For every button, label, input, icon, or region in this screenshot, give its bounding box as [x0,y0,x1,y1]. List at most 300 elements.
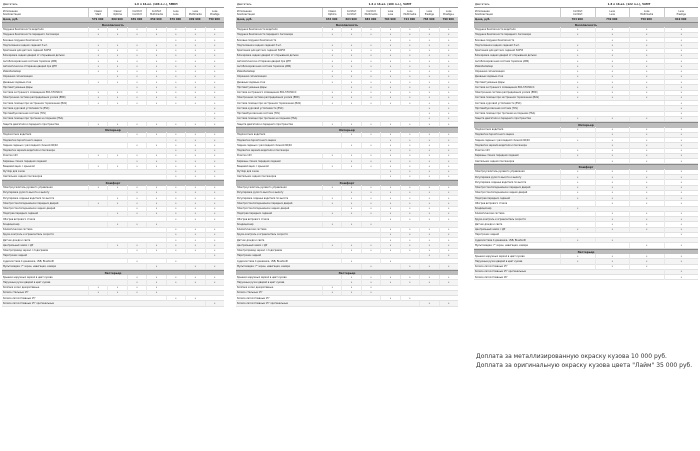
feature-mark: • [185,264,204,269]
feature-mark: • [341,132,360,137]
price-value: 679 900 [169,18,182,21]
feature-mark: • [205,53,224,58]
feature-label: Защита двигателя и переднего пространства [475,117,531,121]
feature-mark: • [127,201,146,206]
feature-label: Система помощи при трогании на подъеме (HSA) [237,117,298,121]
feature-mark: • [629,259,664,264]
feature-mark: • [127,64,146,69]
feature-mark: • [146,280,165,285]
feature-mark: • [380,196,399,201]
feature-mark: • [205,85,224,90]
trim-group: Luxe [407,9,413,13]
trim-group: Comfort [366,9,376,13]
feature-mark: • [205,106,224,111]
feature-label: Карманы спинок передних сидений [475,154,519,158]
feature-mark: • [185,174,204,179]
feature-mark: • [380,122,399,127]
feature-mark: • [146,264,165,269]
feature-mark: • [400,101,419,106]
feature-label: Центральный замок с ДУ [3,243,34,247]
feature-mark: • [380,174,399,179]
feature-mark: • [380,27,399,32]
feature-mark: • [560,238,595,243]
feature-mark: • [400,153,419,158]
execution-label: Исполнение [475,9,490,13]
trim-group: Luxe [173,9,179,13]
feature-mark: • [166,101,185,106]
price-value: 724 900 [403,18,416,21]
trim-group: Luxe [212,9,218,13]
feature-mark: • [419,90,438,95]
feature-mark: • [419,43,438,48]
feature-mark: • [205,164,224,169]
feature-mark: • [107,101,126,106]
feature-mark: • [146,153,165,158]
feature-mark: • [400,90,419,95]
feature-mark: • [419,211,438,216]
section-rows [474,128,698,165]
feature-mark: • [419,174,438,179]
feature-mark: • [595,32,630,37]
feature-mark: • [341,290,360,295]
feature-mark: • [127,95,146,100]
feature-mark: • [107,201,126,206]
feature-mark: • [341,185,360,190]
feature-label: Подушка безопасности переднего пассажира [3,33,59,37]
feature-label: Электроусилитель рулевого управления [3,186,53,190]
trim-group: Luxe [678,9,684,13]
feature-mark: • [88,27,107,32]
feature-mark: • [419,111,438,116]
feature-mark: • [127,222,146,227]
feature-mark: • [166,85,185,90]
feature-mark: • [400,238,419,243]
trim-name: Prestige [210,12,220,16]
feature-mark: • [166,122,185,127]
feature-mark: • [127,101,146,106]
feature-mark: • [205,153,224,158]
feature-mark: • [146,164,165,169]
feature-label: Защита двигателя и переднего пространства [237,122,293,126]
feature-mark: • [166,243,185,248]
feature-label: Аудиосистема 4 динамика, USB, Bluetooth [3,259,55,263]
feature-mark: • [166,164,185,169]
feature-mark: • [439,190,458,195]
feature-label: Аудиосистема 4 динамика, USB, Bluetooth [475,238,527,242]
feature-mark: • [595,132,630,137]
feature-mark: • [439,43,458,48]
feature-mark: • [439,211,458,216]
feature-mark: • [380,296,399,301]
feature-mark: • [400,217,419,222]
feature-mark: • [146,32,165,37]
feature-mark: • [629,90,664,95]
feature-mark: • [629,59,664,64]
feature-mark: • [185,153,204,158]
feature-mark: • [146,85,165,90]
feature-mark: • [664,175,699,180]
feature-label: Автоматическое отпирание дверей при ДТП [3,64,57,68]
feature-mark: • [664,211,699,216]
feature-mark: • [380,90,399,95]
feature-mark: • [664,80,699,85]
feature-mark: • [560,32,595,37]
feature-mark: • [380,132,399,137]
feature-label: Подушка безопасности водителя [475,28,516,32]
feature-mark: • [341,243,360,248]
feature-mark: • [361,101,380,106]
trim-group: Luxe [387,9,394,13]
feature-mark: • [146,74,165,79]
feature-mark: • [560,85,595,90]
feature-label: Система экстренного оповещения ЭРА-ГЛОНАСС [237,91,297,95]
feature-mark: • [341,201,360,206]
feature-label: Боковые подушки безопасности [475,38,515,42]
feature-mark: • [439,201,458,206]
feature-mark: • [380,217,399,222]
feature-mark: • [361,64,380,69]
feature-label: Светильник задних пассажиров [475,159,515,163]
feature-mark: • [361,27,380,32]
feature-label: Антиблокировочная система тормозов (ABS) [237,64,292,68]
feature-mark: • [361,264,380,269]
feature-mark: • [629,190,664,195]
feature-mark: • [419,138,438,143]
feature-mark: • [629,175,664,180]
feature-mark: • [127,259,146,264]
feature-mark: • [107,80,126,85]
feature-mark: • [400,174,419,179]
feature-mark: • [560,48,595,53]
feature-mark: • [380,74,399,79]
feature-label: Дневные ходовые огни [475,75,504,79]
price-value: 799 900 [442,18,454,21]
price-value: 664 900 [345,18,357,21]
feature-mark: • [664,254,699,259]
spec-table-amt-18 [474,2,698,280]
feature-mark: • [419,201,438,206]
feature-mark: • [341,190,360,195]
feature-mark: • [595,116,630,121]
feature-mark: • [166,159,185,164]
feature-mark: • [439,264,458,269]
feature-mark: • [595,95,630,100]
feature-mark: • [664,275,699,280]
feature-mark: • [560,259,595,264]
feature-mark: • [166,185,185,190]
feature-mark: • [127,59,146,64]
price-value: 684 900 [364,18,377,21]
feature-mark: • [439,174,458,179]
feature-label: Кондиционер [475,207,492,211]
feature-mark: • [205,243,224,248]
feature-label: Колеса легкосплавные 15" [3,296,36,300]
section-rows [2,275,224,307]
feature-mark: • [380,280,399,285]
feature-label: Электронная система распределения усилия (EBD) [3,96,66,100]
feature-label: Электроусилитель рулевого управления [475,170,525,174]
feature-mark: • [146,132,165,137]
feature-mark: • [205,143,224,148]
feature-mark: • [205,227,224,232]
feature-mark: • [322,201,341,206]
trim-cell [664,8,699,17]
feature-mark: • [595,201,630,206]
feature-mark: • [341,90,360,95]
feature-mark: • [185,164,204,169]
feature-mark: • [107,90,126,95]
feature-mark: • [439,95,458,100]
feature-mark: • [146,80,165,85]
feature-mark: • [166,296,185,301]
feature-label: Розетка 12V [3,154,18,158]
feature-mark: • [341,32,360,37]
feature-mark: • [205,159,224,164]
feature-label: Обогрев ветрового стекла [475,201,508,205]
feature-label: Система экстренного оповещения ЭРА-ГЛОНАСС [475,85,535,89]
feature-mark: • [664,185,699,190]
trim-group: Classic [113,9,122,13]
feature-mark: • [127,132,146,137]
feature-mark: • [88,153,107,158]
feature-mark: • [341,280,360,285]
feature-mark: • [185,243,204,248]
feature-mark: • [146,243,165,248]
feature-mark: • [107,59,126,64]
feature-mark: • [400,143,419,148]
feature-mark: • [185,201,204,206]
feature-mark: • [361,43,380,48]
feature-mark: • [419,106,438,111]
feature-mark: • [629,180,664,185]
feature-mark: • [419,301,438,306]
trim-group: Classic [94,9,103,13]
feature-mark: • [560,169,595,174]
price-value: 759 900 [208,18,220,21]
trim-cell [205,8,224,17]
feature-mark: • [560,148,595,153]
feature-mark: • [400,132,419,137]
lime-paint-note: Доплата за оригинальную окраску кузова цвета "Лайм" 35 000 руб. [476,362,693,369]
feature-mark: • [146,275,165,280]
feature-label: Колпаки колес декоративные [3,286,40,290]
feature-mark: • [664,69,699,74]
feature-mark: • [560,175,595,180]
feature-label: Колеса легкосплавные 15" оригинальные [237,301,288,305]
feature-label: Охранная сигнализация [237,75,267,79]
feature-mark: • [664,217,699,222]
feature-mark: • [146,290,165,295]
feature-mark: • [664,227,699,232]
section-rows [236,275,458,307]
feature-mark: • [629,196,664,201]
feature-label: Круиз-контроль и ограничитель скорости [237,233,288,237]
feature-mark: • [107,185,126,190]
feature-mark: • [185,85,204,90]
trim-name: Comfort [573,12,583,16]
feature-mark: • [127,290,146,295]
feature-mark: • [419,32,438,37]
feature-label: Дневные ходовые огни [237,80,266,84]
feature-mark: • [595,85,630,90]
feature-mark: • [664,43,699,48]
feature-mark: • [419,80,438,85]
feature-mark: • [166,174,185,179]
feature-mark: • [127,185,146,190]
feature-label: Электростеклоподъемники задних дверей [3,207,56,211]
feature-mark: • [205,253,224,258]
feature-mark: • [205,132,224,137]
feature-mark: • [595,190,630,195]
feature-mark: • [322,69,341,74]
feature-mark: • [341,53,360,58]
feature-label: Регулировка сиденья водителя по высоте [237,196,289,200]
feature-mark: • [185,206,204,211]
feature-label: Центральный замок с ДУ [237,243,268,247]
feature-mark: • [185,238,204,243]
feature-mark: • [205,116,224,121]
feature-mark: • [166,153,185,158]
feature-mark: • [439,143,458,148]
feature-mark: • [361,248,380,253]
feature-mark: • [380,201,399,206]
feature-mark: • [185,275,204,280]
feature-label: Иммобилайзер [3,70,21,74]
feature-mark: • [146,143,165,148]
feature-mark: • [595,27,630,32]
feature-mark: • [380,101,399,106]
feature-label: Наружные ручки дверей в цвет кузова [475,259,523,263]
feature-mark: • [127,53,146,58]
feature-mark: • [341,164,360,169]
feature-mark: • [664,201,699,206]
metallic-paint-note: Доплата за металлизированную окраску кузова 10 000 руб. [476,353,667,360]
feature-mark: • [439,32,458,37]
feature-mark: • [664,53,699,58]
feature-mark: • [185,211,204,216]
feature-mark: • [595,53,630,58]
price-value: 739 900 [606,18,618,21]
feature-mark: • [185,227,204,232]
feature-label: Электростеклоподъемники передних дверей [475,186,531,190]
feature-mark: • [629,148,664,153]
feature-mark: • [595,238,630,243]
feature-mark: • [664,111,699,116]
feature-label: Колеса легкосплавные 15" [237,296,270,300]
price-value: 634 900 [326,18,338,21]
feature-mark: • [205,238,224,243]
feature-mark: • [560,95,595,100]
feature-mark: • [107,69,126,74]
feature-mark: • [322,164,341,169]
feature-mark: • [419,264,438,269]
feature-mark: • [629,27,664,32]
trim-group: Comfort [573,9,583,13]
feature-mark: • [127,153,146,158]
feature-mark: • [322,59,341,64]
feature-label: Антиблокировочная система тормозов (ABS) [475,59,530,63]
feature-mark: • [166,206,185,211]
feature-mark: • [185,43,204,48]
feature-mark: • [629,32,664,37]
feature-label: Система помощи при трогании на подъеме (HSA) [475,112,536,116]
feature-mark: • [380,169,399,174]
feature-mark: • [400,248,419,253]
feature-mark: • [322,32,341,37]
feature-mark: • [127,90,146,95]
feature-mark: • [205,174,224,179]
feature-mark: • [380,138,399,143]
feature-mark: • [185,159,204,164]
equipment-label: Комплектация [3,12,21,16]
feature-mark: • [107,290,126,295]
feature-mark: • [419,69,438,74]
feature-mark: • [380,143,399,148]
feature-label: Подсветка зеркала водителя и пассажира [237,149,289,153]
feature-mark: • [146,69,165,74]
feature-mark: • [185,232,204,237]
feature-mark: • [185,95,204,100]
feature-label: Парктроник задний [475,233,499,237]
feature-mark: • [185,132,204,137]
feature-mark: • [595,175,630,180]
feature-label: Обогрев ветрового стекла [3,217,36,221]
price-label: Цена, руб. [475,18,491,21]
feature-mark: • [400,122,419,127]
feature-mark: • [361,222,380,227]
price-value: 699 900 [189,18,201,21]
feature-mark: • [664,196,699,201]
feature-mark: • [107,211,126,216]
feature-mark: • [629,227,664,232]
feature-mark: • [595,211,630,216]
feature-mark: • [419,53,438,58]
feature-mark: • [322,101,341,106]
feature-mark: • [560,190,595,195]
feature-mark: • [205,148,224,153]
feature-mark: • [88,122,107,127]
feature-label: Крышки наружных зеркал в цвет кузова [237,275,287,279]
feature-mark: • [595,74,630,79]
feature-mark: • [664,38,699,43]
feature-mark: • [664,90,699,95]
section-header: Экстерьер [236,270,458,276]
feature-mark: • [380,43,399,48]
feature-mark: • [166,201,185,206]
section-rows [236,28,458,128]
feature-mark: • [361,132,380,137]
feature-mark: • [629,53,664,58]
feature-mark: • [560,185,595,190]
feature-mark: • [380,227,399,232]
feature-mark: • [380,238,399,243]
feature-mark: • [185,196,204,201]
trim-name: Optima [327,12,337,16]
feature-mark: • [166,38,185,43]
feature-mark: • [419,227,438,232]
feature-mark: • [341,153,360,158]
feature-mark: • [595,196,630,201]
feature-mark: • [166,227,185,232]
feature-mark: • [560,43,595,48]
feature-mark: • [185,32,204,37]
feature-mark: • [205,43,224,48]
feature-mark: • [419,95,438,100]
feature-mark: • [560,180,595,185]
feature-mark: • [166,53,185,58]
feature-row [236,301,458,306]
feature-mark: • [107,32,126,37]
